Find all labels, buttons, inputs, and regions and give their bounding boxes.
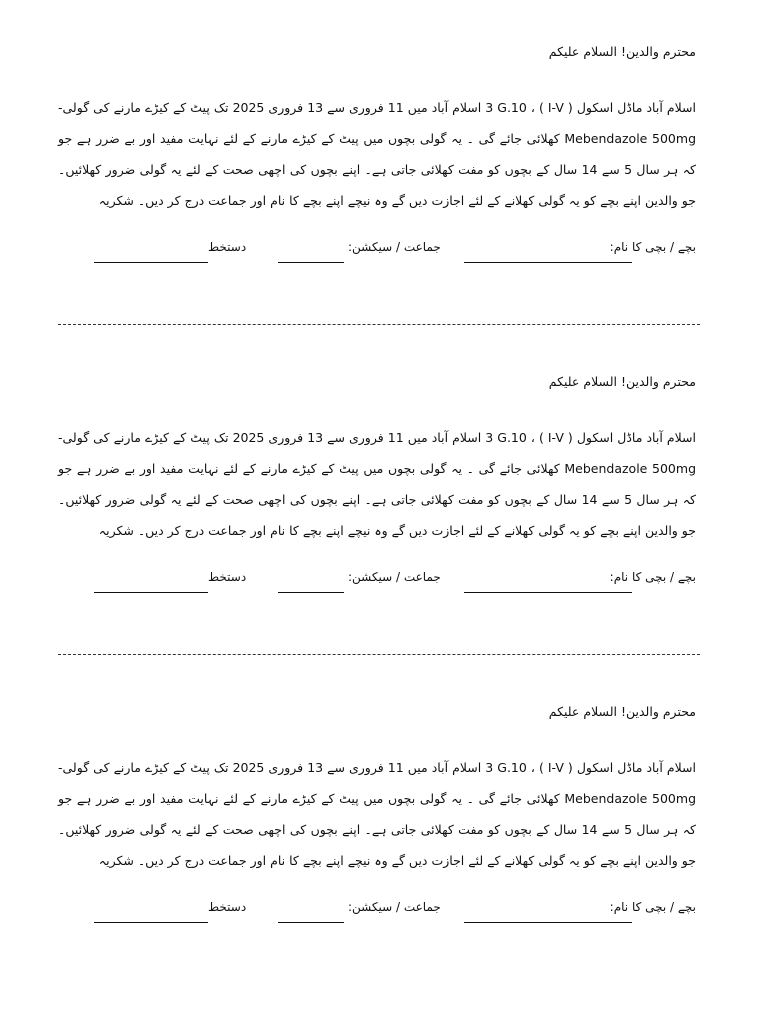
cut-line-1 xyxy=(58,324,700,325)
permission-slip-3 xyxy=(0,660,768,960)
signature-label: دستخط xyxy=(208,240,247,254)
child-name-label: بچے / بچی کا نام: xyxy=(609,900,696,914)
signature-label: دستخط xyxy=(208,570,247,584)
class-section-label: جماعت / سیکشن: xyxy=(348,570,441,584)
child-name-blank[interactable] xyxy=(464,592,632,593)
greeting: محترم والدین! السلام علیکم xyxy=(548,44,696,59)
signature-blank[interactable] xyxy=(94,262,208,263)
cut-line-2 xyxy=(58,654,700,655)
child-name-blank[interactable] xyxy=(464,922,632,923)
class-section-label: جماعت / سیکشن: xyxy=(348,240,441,254)
signature-row xyxy=(0,566,768,596)
signature-blank[interactable] xyxy=(94,592,208,593)
class-section-blank[interactable] xyxy=(278,922,344,923)
child-name-blank[interactable] xyxy=(464,262,632,263)
notice-paragraph: اسلام آباد ماڈل اسکول ( I-V ) ، 3 G.10 اسلام آباد میں 11 فروری سے 13 فروری 2025 تک پیٹ کے کیڑے مارنے کی گولی- Mebendazole 500mg کھلائی جائے گی ۔ یہ گولی بچوں میں پیٹ کے کیڑے مارنے کے لئے نہایت مفید اور بے ضرر ہے جو کہ ہر سال 5 سے 14 سال کے بچوں کو مفت کھلائی جاتی ہے۔ اپنے بچوں کی اچھی صحت کے لئے یہ گولی ضرور کھلائیں۔ جو والدین اپنے بچے کو یہ گولی کھلانے کے لئے اجازت دیں گے وہ نیچے اپنے بچے کا نام اور جماعت درج کر دیں۔ شکریہ xyxy=(58,760,697,868)
permission-slip-2 xyxy=(0,330,768,630)
greeting: محترم والدین! السلام علیکم xyxy=(548,704,696,719)
class-section-blank[interactable] xyxy=(278,262,344,263)
signature-blank[interactable] xyxy=(94,922,208,923)
notice-paragraph: اسلام آباد ماڈل اسکول ( I-V ) ، 3 G.10 اسلام آباد میں 11 فروری سے 13 فروری 2025 تک پیٹ کے کیڑے مارنے کی گولی- Mebendazole 500mg کھلائی جائے گی ۔ یہ گولی بچوں میں پیٹ کے کیڑے مارنے کے لئے نہایت مفید اور بے ضرر ہے جو کہ ہر سال 5 سے 14 سال کے بچوں کو مفت کھلائی جاتی ہے۔ اپنے بچوں کی اچھی صحت کے لئے یہ گولی ضرور کھلائیں۔ جو والدین اپنے بچے کو یہ گولی کھلانے کے لئے اجازت دیں گے وہ نیچے اپنے بچے کا نام اور جماعت درج کر دیں۔ شکریہ xyxy=(58,100,697,208)
greeting: محترم والدین! السلام علیکم xyxy=(548,374,696,389)
child-name-label: بچے / بچی کا نام: xyxy=(609,570,696,584)
signature-row xyxy=(0,236,768,266)
child-name-label: بچے / بچی کا نام: xyxy=(609,240,696,254)
class-section-blank[interactable] xyxy=(278,592,344,593)
signature-row xyxy=(0,896,768,926)
notice-paragraph: اسلام آباد ماڈل اسکول ( I-V ) ، 3 G.10 اسلام آباد میں 11 فروری سے 13 فروری 2025 تک پیٹ کے کیڑے مارنے کی گولی- Mebendazole 500mg کھلائی جائے گی ۔ یہ گولی بچوں میں پیٹ کے کیڑے مارنے کے لئے نہایت مفید اور بے ضرر ہے جو کہ ہر سال 5 سے 14 سال کے بچوں کو مفت کھلائی جاتی ہے۔ اپنے بچوں کی اچھی صحت کے لئے یہ گولی ضرور کھلائیں۔ جو والدین اپنے بچے کو یہ گولی کھلانے کے لئے اجازت دیں گے وہ نیچے اپنے بچے کا نام اور جماعت درج کر دیں۔ شکریہ xyxy=(58,430,697,538)
signature-label: دستخط xyxy=(208,900,247,914)
class-section-label: جماعت / سیکشن: xyxy=(348,900,441,914)
permission-slip-1 xyxy=(0,0,768,300)
